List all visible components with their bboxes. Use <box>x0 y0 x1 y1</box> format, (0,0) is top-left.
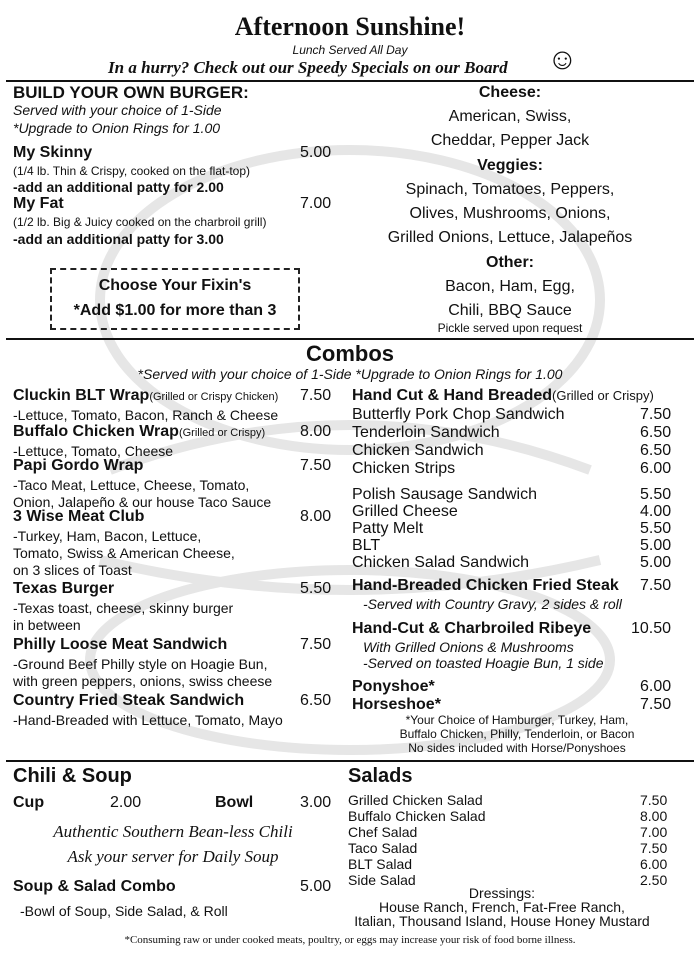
combo-item-price: 5.50 <box>300 580 332 597</box>
soup-salad-price: 5.00 <box>300 878 332 895</box>
combo-item-desc: -Taco Meat, Lettuce, Cheese, Tomato, <box>13 477 250 493</box>
cheese-heading: Cheese: <box>478 84 542 101</box>
price-my-fat: 7.00 <box>300 195 332 212</box>
salad-item-price: 7.00 <box>640 824 668 840</box>
combo-item-desc: Tomato, Swiss & American Cheese, <box>13 545 235 561</box>
combo-item-name <box>13 387 278 405</box>
soup-salad-desc: -Bowl of Soup, Side Salad, & Roll <box>20 903 228 919</box>
veggies-line-1: Spinach, Tomatoes, Peppers, <box>405 181 615 198</box>
combo-sub-text: (Grilled or Crispy) <box>178 427 266 439</box>
shoe-note-1: *Your Choice of Hamburger, Turkey, Ham, <box>405 713 629 727</box>
hand-cut-heading: Hand Cut & Hand Breaded(Grilled or Crispy) <box>352 387 654 404</box>
combo-item-desc: -Texas toast, cheese, skinny burger <box>13 600 234 616</box>
combo-item-name <box>13 457 143 475</box>
combo-name-text: Texas Burger <box>13 580 115 597</box>
combo-item-name: Chicken Salad Sandwich <box>352 554 529 571</box>
combo-item-name <box>13 423 265 441</box>
combo-item-desc: on 3 slices of Toast <box>13 562 132 578</box>
dressings-line-1: House Ranch, French, Fat-Free Ranch, <box>379 899 625 915</box>
combo-item-name: BLT <box>352 537 381 554</box>
combo-item-price: 5.50 <box>640 486 672 503</box>
veggies-line-3: Grilled Onions, Lettuce, Jalapeños <box>387 229 633 246</box>
dressings-line-2: Italian, Thousand Island, House Honey Mustard <box>354 913 650 929</box>
other-line-1: Bacon, Ham, Egg, <box>445 278 575 295</box>
combo-item-name: Grilled Cheese <box>352 503 458 520</box>
other-heading: Other: <box>486 254 534 271</box>
combo-item-name <box>13 580 114 598</box>
salad-item-name: BLT Salad <box>348 856 413 872</box>
combo-item-price: 6.50 <box>640 424 672 441</box>
hurry-line: In a hurry? Check out our Speedy Specials on our Board <box>108 58 508 77</box>
combo-name-text: Cluckin BLT Wrap <box>13 387 150 404</box>
burger-note-upgrade: *Upgrade to Onion Rings for 1.00 <box>13 120 221 136</box>
salad-item-name: Chef Salad <box>348 824 418 840</box>
disclaimer: *Consuming raw or under cooked meats, poultry, or eggs may increase your risk of food borne illness. <box>124 934 576 946</box>
combo-item-name <box>13 692 244 710</box>
salads-heading: Salads <box>348 765 413 787</box>
combo-item-desc: -Lettuce, Tomato, Cheese <box>13 443 174 459</box>
cup-label: Cup <box>13 794 45 811</box>
combo-item-price: 7.50 <box>640 406 672 423</box>
fixin-note: *Add $1.00 for more than 3 <box>73 302 277 319</box>
note-chicken-fried-steak: -Served with Country Gravy, 2 sides & roll <box>363 596 622 612</box>
combo-item-price: 7.50 <box>300 387 332 404</box>
combo-item-price: 7.50 <box>300 457 332 474</box>
combo-item-name: Chicken Sandwich <box>352 442 484 459</box>
combo-item-price: 6.00 <box>640 460 672 477</box>
other-line-2: Chili, BBQ Sauce <box>448 302 572 319</box>
combo-name-text: 3 Wise Meat Club <box>13 508 145 525</box>
item-my-fat: My Fat <box>13 195 64 212</box>
combo-item-desc: Onion, Jalapeño & our house Taco Sauce <box>13 494 272 510</box>
combo-item-price: 5.00 <box>640 554 672 571</box>
combo-item-name: Polish Sausage Sandwich <box>352 486 538 503</box>
dressings-heading: Dressings: <box>468 885 536 901</box>
combo-item-price: 5.50 <box>640 520 672 537</box>
combo-item-price: 8.00 <box>300 423 332 440</box>
shoe-note-2: Buffalo Chicken, Philly, Tenderloin, or Bacon <box>399 727 635 741</box>
combo-item-desc: -Hand-Breaded with Lettuce, Tomato, Mayo <box>13 712 283 728</box>
bowl-label: Bowl <box>215 794 254 811</box>
note-ribeye-1: With Grilled Onions & Mushrooms <box>363 639 574 655</box>
soup-salad-combo: Soup & Salad Combo <box>13 878 176 895</box>
combo-item-price: 6.50 <box>300 692 332 709</box>
price-my-skinny: 5.00 <box>300 144 332 161</box>
combo-name-text: Buffalo Chicken Wrap <box>13 423 179 440</box>
shoe-note-3: No sides included with Horse/Ponyshoes <box>408 741 626 755</box>
extra-my-skinny: -add an additional patty for 2.00 <box>13 179 224 195</box>
combo-sub-text: (Grilled or Crispy Chicken) <box>149 391 279 403</box>
item-chicken-fried-steak: Hand-Breaded Chicken Fried Steak <box>352 577 619 594</box>
fixin-title: Choose Your Fixin's <box>98 277 252 294</box>
salad-item-name: Taco Salad <box>348 840 418 856</box>
chili-heading: Chili & Soup <box>13 765 132 787</box>
combo-name-text: Papi Gordo Wrap <box>13 457 144 474</box>
cheese-line-2: Cheddar, Pepper Jack <box>430 132 590 149</box>
chili-line-2: Ask your server for Daily Soup <box>67 847 279 866</box>
salad-item-price: 8.00 <box>640 808 668 824</box>
divider <box>6 338 694 340</box>
veggies-heading: Veggies: <box>477 157 543 174</box>
combo-item-name: Patty Melt <box>352 520 424 537</box>
combos-note: *Served with your choice of 1-Side *Upgrade to Onion Rings for 1.00 <box>137 366 563 382</box>
price-chicken-fried-steak: 7.50 <box>640 577 672 594</box>
cup-price: 2.00 <box>110 794 142 811</box>
combo-item-name <box>13 508 144 526</box>
salad-item-price: 2.50 <box>640 872 668 888</box>
combo-item-desc: -Turkey, Ham, Bacon, Lettuce, <box>13 528 202 544</box>
cheese-line-1: American, Swiss, <box>448 108 572 125</box>
page-subtitle: Lunch Served All Day <box>292 43 408 57</box>
salad-item-name: Buffalo Chicken Salad <box>348 808 486 824</box>
combo-item-name: Chicken Strips <box>352 460 456 477</box>
combo-item-desc: -Ground Beef Philly style on Hoagie Bun, <box>13 656 268 672</box>
combo-item-name: Butterfly Pork Chop Sandwich <box>352 406 565 423</box>
combo-item-price: 5.00 <box>640 537 672 554</box>
salad-item-price: 7.50 <box>640 840 668 856</box>
combo-item-price: 4.00 <box>640 503 672 520</box>
burger-heading: BUILD YOUR OWN BURGER: <box>13 83 249 102</box>
page-title: Afternoon Sunshine! <box>234 12 466 41</box>
veggies-line-2: Olives, Mushrooms, Onions, <box>409 205 611 222</box>
divider <box>6 760 694 762</box>
combo-item-name <box>13 636 227 654</box>
salad-item-name: Grilled Chicken Salad <box>348 792 483 808</box>
salad-item-price: 6.00 <box>640 856 668 872</box>
salad-item-name: Side Salad <box>348 872 416 888</box>
combo-item-price: 6.50 <box>640 442 672 459</box>
burger-note-side: Served with your choice of 1-Side <box>13 102 222 118</box>
price-ponyshoe: 6.00 <box>640 678 672 695</box>
divider <box>6 80 694 82</box>
combo-name-text: Country Fried Steak Sandwich <box>13 692 245 709</box>
note-ribeye-2: -Served on toasted Hoagie Bun, 1 side <box>363 655 604 671</box>
combo-name-text: Philly Loose Meat Sandwich <box>13 636 228 653</box>
price-horseshoe: 7.50 <box>640 696 672 713</box>
item-horseshoe: Horseshoe* <box>352 696 441 713</box>
salad-item-price: 7.50 <box>640 792 668 808</box>
item-ponyshoe: Ponyshoe* <box>352 678 435 695</box>
desc-my-fat: (1/2 lb. Big & Juicy cooked on the charbroil grill) <box>13 215 267 229</box>
chili-line-1: Authentic Southern Bean-less Chili <box>53 822 293 841</box>
item-ribeye: Hand-Cut & Charbroiled Ribeye <box>352 620 592 637</box>
combos-heading: Combos <box>306 341 394 366</box>
bowl-price: 3.00 <box>300 794 332 811</box>
combo-item-desc: -Lettuce, Tomato, Bacon, Ranch & Cheese <box>13 407 279 423</box>
combo-item-name: Tenderloin Sandwich <box>352 424 500 441</box>
desc-my-skinny: (1/4 lb. Thin & Crispy, cooked on the flat-top) <box>13 164 251 178</box>
pickle-note: Pickle served upon request <box>437 321 583 335</box>
combo-item-desc: with green peppers, onions, swiss cheese <box>13 673 273 689</box>
extra-my-fat: -add an additional patty for 3.00 <box>13 231 224 247</box>
smiley-icon: ☺ <box>547 43 578 76</box>
price-ribeye: 10.50 <box>631 620 672 637</box>
combo-item-desc: in between <box>13 617 81 633</box>
combo-item-price: 7.50 <box>300 636 332 653</box>
combo-item-price: 8.00 <box>300 508 332 525</box>
item-my-skinny: My Skinny <box>13 144 93 161</box>
